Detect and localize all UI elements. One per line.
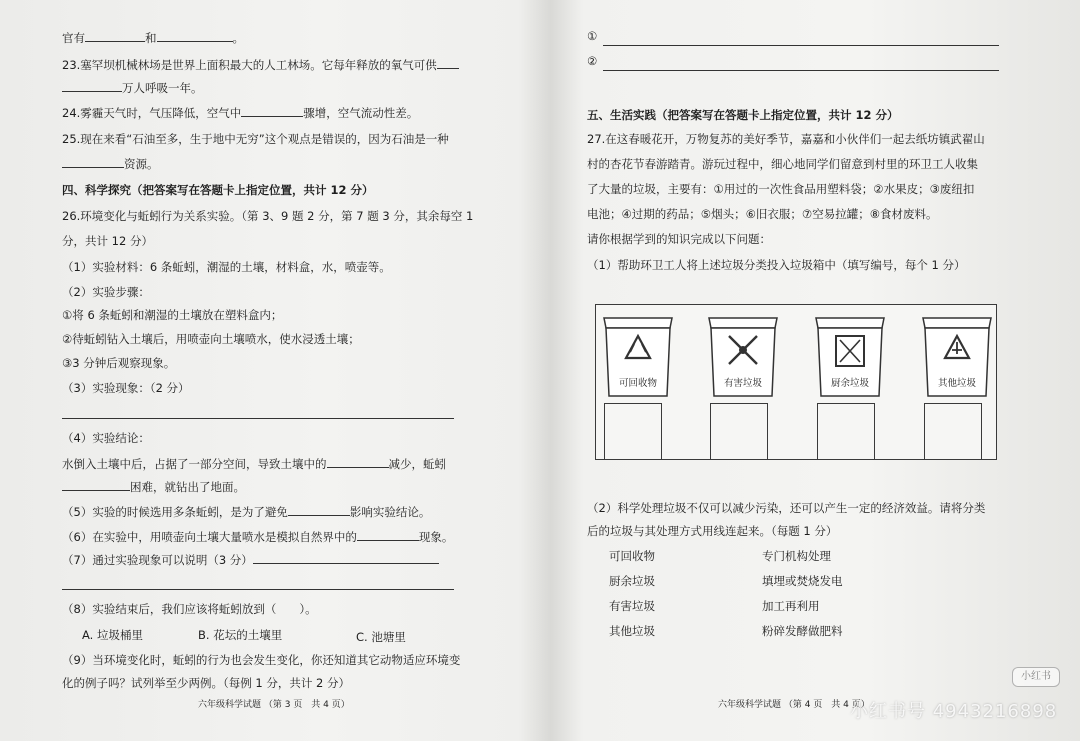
bin-label: 厨余垃圾 [830, 378, 869, 389]
q26-part7 [62, 552, 439, 568]
q26-part5 [62, 504, 430, 520]
q26-step1: ①将 6 条蚯蚓和潮湿的土壤放在塑料盒内； [62, 308, 283, 322]
text: 资源。 [124, 157, 159, 171]
match-right-item: 填埋或焚烧发电 [762, 574, 843, 588]
text: 现象。 [418, 530, 454, 544]
text: 困难，就钻出了地面。 [130, 480, 245, 494]
q26-step2: ②待蚯蚓钻入土壤后，用喷壶向土壤喷水，使水浸透土壤； [62, 332, 360, 346]
match-left-item: 有害垃圾 [609, 599, 655, 613]
answer-line [603, 70, 999, 71]
text: 影响实验结论。 [349, 505, 431, 519]
answer-blank [288, 504, 350, 516]
option-b: B. 花坛的土壤里 [198, 628, 283, 642]
q26-conclusion-heading: （4）实验结论： [62, 431, 150, 445]
q26-phenomenon: （3）实验现象：（2 分） [62, 381, 190, 395]
q27-line1: 27.在这春暖花开，万物复苏的美好季节，嘉嘉和小伙伴们一起去纸坊镇武翟山 [587, 132, 985, 146]
answer-line [62, 589, 454, 590]
text: 和 [145, 31, 157, 45]
q23-line1 [62, 57, 459, 73]
q26-conclusion-line1 [62, 456, 446, 472]
q26-step3: ③3 分钟后观察现象。 [62, 356, 176, 370]
match-left-item: 厨余垃圾 [609, 574, 655, 588]
match-left-item: 可回收物 [609, 549, 655, 563]
answer-slot [604, 403, 662, 459]
answer-2-label: ② [587, 54, 598, 68]
q26-line1: 26.环境变化与蚯蚓行为关系实验。（第 3、9 题 2 分，第 7 题 3 分，其余每空 1 [62, 209, 474, 223]
q26-part8: （8）实验结束后，我们应该将蚯蚓放到（ ）。 [62, 602, 317, 616]
match-right-item: 粉碎发酵做肥料 [762, 624, 843, 638]
garbage-bins-panel [595, 304, 997, 460]
q27-line5: 请你根据学到的知识完成以下问题： [587, 232, 771, 246]
page-footer-right: 六年级科学试题 （第 4 页 共 4 页） [718, 700, 870, 710]
q25-line1: 25.现在来看“石油至多，生于地中无穷”这个观点是错误的，因为石油是一种 [62, 132, 449, 146]
answer-blank [437, 57, 459, 69]
text: 24.雾霾天气时，气压降低，空气中 [62, 106, 242, 120]
q27-part2-line1: （2）科学处理垃圾不仅可以减少污染，还可以产生一定的经济效益。请将分类 [587, 501, 986, 515]
text: 官有 [62, 31, 85, 45]
bin-label: 可回收物 [618, 378, 657, 389]
answer-slot [710, 403, 768, 459]
answer-blank [253, 552, 439, 564]
q27-part2-line2: 后的垃圾与其处理方式用线连起来。（每题 1 分） [587, 524, 838, 538]
q25-line2 [62, 156, 159, 172]
answer-line [62, 418, 454, 419]
q26-materials: （1）实验材料：6 条蚯蚓，潮湿的土壤，材料盒，水，喷壶等。 [62, 260, 391, 274]
q27-line4: 电池；④过期的药品；⑤烟头；⑥旧衣服；⑦空易拉罐；⑧食材废料。 [587, 207, 938, 221]
answer-line [603, 45, 999, 46]
answer-1-label: ① [587, 29, 598, 43]
q26-part9-line1: （9）当环境变化时，蚯蚓的行为也会发生变化，你还知道其它动物适应环境变 [62, 653, 461, 667]
bin-kitchen [812, 310, 888, 400]
q27-line3: 了大量的垃圾，主要有：①用过的一次性食品用塑料袋；②水果皮；③废纽扣 [587, 182, 975, 196]
bin-label: 其他垃圾 [937, 378, 976, 389]
answer-blank [62, 156, 124, 168]
q26-steps-heading: （2）实验步骤： [62, 285, 150, 299]
text: 万人呼吸一年。 [122, 81, 203, 95]
bin-hazardous [705, 310, 781, 400]
watermark-text: 小红书号 4943216898 [850, 701, 1058, 722]
page-footer-left: 六年级科学试题 （第 3 页 共 4 页） [198, 700, 350, 710]
text: （5）实验的时候选用多条蚯蚓，是为了避免 [62, 505, 288, 519]
bin-label: 有害垃圾 [723, 378, 762, 389]
answer-blank [85, 30, 145, 42]
text: 减少，蚯蚓 [388, 457, 446, 471]
q24-line [62, 105, 418, 121]
match-right-item: 加工再利用 [762, 599, 820, 613]
bin-other [919, 310, 995, 400]
q26-line2: 分，共计 12 分） [62, 234, 153, 248]
text: 。 [232, 31, 244, 45]
q27-line2: 村的杏花节春游踏青。游玩过程中，细心地同学们留意到村里的环卫工人收集 [587, 157, 978, 171]
q26-part9-line2: 化的例子吗？试列举至少两例。（每例 1 分，共计 2 分） [62, 676, 351, 690]
q27-part1: （1）帮助环卫工人将上述垃圾分类投入垃圾箱中（填写编号，每个 1 分） [587, 258, 966, 272]
text: 水倒入土壤中后，占据了一部分空间，导致土壤中的 [62, 457, 327, 471]
answer-blank [62, 80, 122, 92]
answer-blank [62, 479, 130, 491]
match-right-item: 专门机构处理 [762, 549, 831, 563]
text: （6）在实验中，用喷壶向土壤大量喷水是模拟自然界中的 [62, 530, 357, 544]
q26-conclusion-line2 [62, 479, 245, 495]
text: （7）通过实验现象可以说明（3 分） [62, 553, 253, 567]
option-c: C. 池塘里 [356, 630, 406, 644]
q23-line2 [62, 80, 203, 96]
section-4-heading: 四、科学探究（把答案写在答题卡上指定位置，共计 12 分） [62, 183, 374, 197]
option-a: A. 垃圾桶里 [82, 628, 143, 642]
text: 23.塞罕坝机械林场是世界上面积最大的人工林场。它每年释放的氧气可供 [62, 58, 437, 72]
text: 骤增，空气流动性差。 [303, 106, 419, 120]
answer-slot [924, 403, 982, 459]
q26-part6 [62, 529, 453, 545]
match-left-item: 其他垃圾 [609, 624, 655, 638]
answer-blank [241, 105, 303, 117]
answer-blank [357, 529, 419, 541]
answer-blank [327, 456, 389, 468]
line-l0 [62, 30, 244, 46]
bin-recyclable [600, 310, 676, 400]
section-5-heading: 五、生活实践（把答案写在答题卡上指定位置，共计 12 分） [587, 108, 899, 122]
answer-slot [817, 403, 875, 459]
answer-blank [157, 30, 233, 42]
watermark-badge: 小红书 [1012, 667, 1060, 687]
